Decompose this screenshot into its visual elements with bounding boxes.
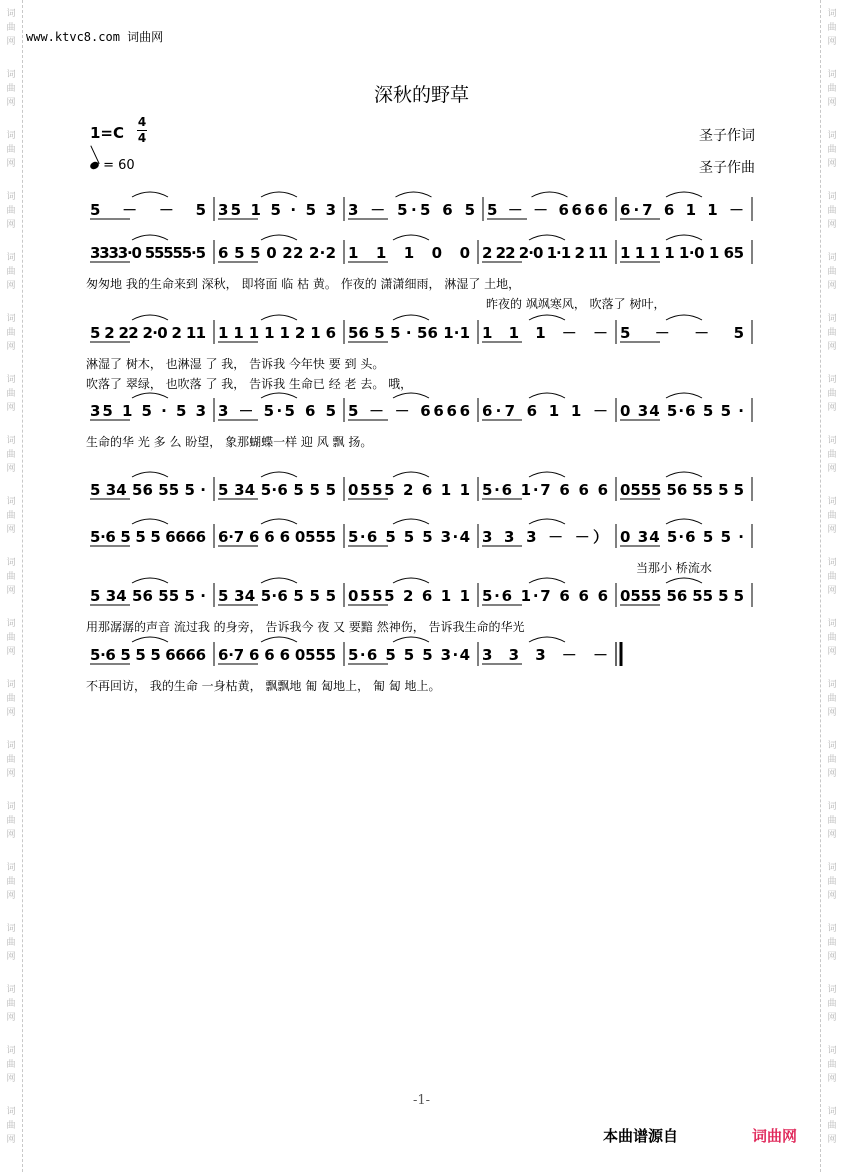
lyric-line: 当那小 桥流水 [636, 561, 712, 575]
watermark-char: 词 [6, 253, 16, 263]
watermark-char: 词 [6, 802, 16, 812]
watermark-char: 词 [6, 924, 16, 934]
slur-arc [666, 192, 702, 197]
watermark-char: 曲 [827, 328, 837, 338]
watermark-char: 网 [827, 342, 837, 352]
watermark-char: 词 [827, 802, 837, 812]
measure-notes: 0 34 5·6 5 5 · [620, 528, 744, 546]
lyric-line: 不再回访， 我的生命 一身枯黄， 飘飘地 匍 匐地上， 匍 匐 地上。 [86, 679, 441, 693]
watermark-char: 曲 [6, 1121, 16, 1131]
watermark-char: 曲 [827, 633, 837, 643]
slur-arc [529, 235, 565, 240]
slur-arc [393, 315, 429, 320]
watermark-char: 曲 [6, 450, 16, 460]
watermark-char: 曲 [6, 633, 16, 643]
watermark-char: 曲 [6, 999, 16, 1009]
measure-notes: 1 1 1 1 1 2 1 6 [218, 324, 336, 342]
watermark-char: 网 [827, 708, 837, 718]
measure-notes: 5 2 22 2·0 2 11 [90, 324, 206, 342]
slur-arc [666, 393, 702, 398]
watermark-char: 网 [6, 952, 16, 962]
measure-notes: 2 22 2·0 1·1 2 11 [482, 244, 608, 262]
watermark-char: 曲 [6, 1060, 16, 1070]
measure-notes: 35 1 5 · 5 3 [218, 201, 336, 219]
watermark-char: 曲 [6, 145, 16, 155]
slur-arc [532, 192, 568, 197]
watermark-char: 网 [827, 464, 837, 474]
watermark-char: 词 [6, 1046, 16, 1056]
time-signature-bottom: 4 [137, 131, 147, 145]
slur-arc [261, 637, 297, 642]
slur-arc [529, 393, 565, 398]
slur-arc [132, 393, 168, 398]
watermark-char: 网 [6, 220, 16, 230]
measure-notes: 5 34 56 55 5 · [90, 481, 206, 499]
slur-arc [666, 472, 702, 477]
slur-arc [393, 578, 429, 583]
watermark-char: 曲 [6, 23, 16, 33]
watermark-char: 曲 [6, 511, 16, 521]
watermark-char: 词 [827, 497, 837, 507]
watermark-char: 曲 [827, 1121, 837, 1131]
slur-arc [666, 315, 702, 320]
watermark-char: 词 [827, 863, 837, 873]
slur-arc [261, 393, 297, 398]
watermark-char: 网 [827, 1074, 837, 1084]
slur-arc [261, 472, 297, 477]
lyric-line: 吹落了 翠绿， 也吹落 了 我， 告诉我 生命已 经 老 去。 哦， [86, 377, 413, 391]
time-signature-top: 4 [137, 115, 147, 129]
watermark-char: 词 [6, 314, 16, 324]
slur-arc [132, 578, 168, 583]
watermark-char: 曲 [6, 267, 16, 277]
watermark-char: 词 [827, 680, 837, 690]
watermark-char: 网 [6, 891, 16, 901]
watermark-char: 词 [827, 253, 837, 263]
watermark-char: 曲 [827, 816, 837, 826]
watermark-char: 曲 [827, 999, 837, 1009]
watermark-char: 词 [827, 375, 837, 385]
watermark-char: 曲 [827, 938, 837, 948]
slur-arc [529, 637, 565, 642]
watermark-char: 曲 [827, 1060, 837, 1070]
watermark-char: 曲 [6, 877, 16, 887]
measure-notes: 35 1 5 · 5 3 [90, 402, 206, 420]
watermark-char: 网 [6, 769, 16, 779]
watermark-char: 词 [827, 192, 837, 202]
measure-notes: 5·6 5 5 5 3·4 [348, 528, 470, 546]
measure-notes: 5 34 56 55 5 · [90, 587, 206, 605]
slur-arc [666, 235, 702, 240]
measure-notes: 5·6 5 5 5 6666 [90, 646, 206, 664]
watermark-char: 网 [6, 464, 16, 474]
slur-arc [261, 192, 297, 197]
watermark-char: 词 [6, 192, 16, 202]
watermark-char: 词 [827, 70, 837, 80]
slur-arc [132, 235, 168, 240]
watermark-char: 网 [827, 525, 837, 535]
slur-arc [666, 519, 702, 524]
measure-notes: 5 34 5·6 5 5 5 [218, 481, 336, 499]
watermark-char: 网 [827, 98, 837, 108]
watermark-char: 网 [827, 891, 837, 901]
watermark-char: 词 [827, 314, 837, 324]
watermark-char: 网 [827, 952, 837, 962]
measure-notes: 6·7 6 1 1 － [482, 402, 608, 420]
key-signature: 1=C [90, 124, 125, 142]
measure-notes: 0555 2 6 1 1 [348, 481, 470, 499]
watermark-char: 网 [6, 1074, 16, 1084]
slur-arc [132, 315, 168, 320]
watermark-char: 曲 [827, 84, 837, 94]
slur-arc [393, 472, 429, 477]
watermark-char: 曲 [827, 450, 837, 460]
footer-source-label: 本曲谱源自 [603, 1127, 679, 1145]
watermark-char: 曲 [827, 145, 837, 155]
watermark-char: 网 [827, 647, 837, 657]
watermark-char: 网 [827, 220, 837, 230]
measure-notes: 3 － 5·5 6 5 [348, 201, 475, 219]
lyric-line: 匆匆地 我的生命来到 深秋， 即将面 临 枯 黄。 作夜的 潇潇细雨， 淋湿了 土地， [86, 277, 521, 291]
watermark-char: 词 [827, 131, 837, 141]
watermark-char: 曲 [6, 694, 16, 704]
measure-notes: 5·6 5 5 5 6666 [90, 528, 206, 546]
watermark-char: 曲 [827, 877, 837, 887]
watermark-char: 曲 [6, 328, 16, 338]
watermark-char: 词 [827, 924, 837, 934]
song-title: 深秋的野草 [373, 84, 469, 106]
watermark-char: 曲 [827, 389, 837, 399]
watermark-char: 曲 [6, 206, 16, 216]
watermark-char: 曲 [6, 755, 16, 765]
measure-notes: 5 － － 5 [620, 324, 744, 342]
composer-credit: 圣子作曲 [699, 160, 755, 176]
slur-arc [132, 192, 168, 197]
measure-notes: 0 34 5·6 5 5 · [620, 402, 744, 420]
watermark-char: 词 [6, 70, 16, 80]
measure-notes: 5 － － 5 [90, 201, 206, 219]
watermark-char: 网 [6, 830, 16, 840]
watermark-char: 曲 [827, 267, 837, 277]
watermark-char: 曲 [6, 938, 16, 948]
watermark-char: 曲 [827, 511, 837, 521]
watermark-char: 词 [827, 558, 837, 568]
lyric-line: 淋湿了 树木， 也淋湿 了 我， 告诉我 今年快 要 到 头。 [86, 357, 385, 371]
slur-arc [261, 519, 297, 524]
watermark-char: 网 [6, 342, 16, 352]
tempo-value: = 60 [103, 158, 135, 173]
lyric-line: 生命的华 光 多 么 盼望， 象那蝴蝶一样 迎 风 飘 扬。 [86, 435, 373, 449]
watermark-char: 词 [827, 436, 837, 446]
watermark-char: 网 [827, 37, 837, 47]
slur-arc [393, 235, 429, 240]
slur-arc [261, 315, 297, 320]
footer-site-link[interactable]: 词曲网 [752, 1127, 798, 1145]
watermark-char: 网 [6, 37, 16, 47]
slur-arc [529, 519, 565, 524]
lyric-line: 用那潺潺的声音 流过我 的身旁， 告诉我今 夜 又 要黯 然神伤， 告诉我生命的华光 [86, 620, 525, 634]
watermark-char: 曲 [827, 755, 837, 765]
watermark-char: 词 [6, 436, 16, 446]
watermark-char: 网 [6, 525, 16, 535]
slur-arc [396, 192, 432, 197]
measure-notes: 5 34 5·6 5 5 5 [218, 587, 336, 605]
watermark-char: 曲 [827, 572, 837, 582]
measure-notes: 3 3 3 － － [482, 646, 608, 664]
measure-notes: 6·7 6 6 6 0555 [218, 646, 336, 664]
measure-notes: 5 － － 6666 [487, 201, 608, 219]
watermark-char: 词 [827, 9, 837, 19]
measure-notes: 0555 56 55 5 5 [620, 587, 744, 605]
slur-arc [132, 472, 168, 477]
slur-arc [393, 393, 429, 398]
watermark-char: 词 [827, 619, 837, 629]
watermark-char: 网 [6, 281, 16, 291]
slur-arc [393, 519, 429, 524]
watermark-char: 词 [827, 741, 837, 751]
slur-arc [261, 235, 297, 240]
watermark-char: 词 [6, 375, 16, 385]
watermark-char: 曲 [6, 572, 16, 582]
watermark-char: 网 [827, 1013, 837, 1023]
measure-notes: 0555 2 6 1 1 [348, 587, 470, 605]
slur-arc [529, 578, 565, 583]
watermark-char: 词 [6, 558, 16, 568]
watermark-char: 曲 [827, 23, 837, 33]
watermark-char: 网 [6, 403, 16, 413]
source-url[interactable]: www.ktvc8.com 词曲网 [26, 30, 164, 44]
measure-notes: 6·7 6 6 6 0555 [218, 528, 336, 546]
watermark-char: 网 [827, 281, 837, 291]
watermark-char: 词 [6, 985, 16, 995]
measure-notes: 5·6 1·7 6 6 6 [482, 481, 608, 499]
measure-notes: 5·6 1·7 6 6 6 [482, 587, 608, 605]
watermark-char: 曲 [827, 206, 837, 216]
watermark-char: 网 [827, 830, 837, 840]
watermark-char: 词 [6, 9, 16, 19]
watermark-char: 网 [6, 98, 16, 108]
watermark-char: 词 [6, 619, 16, 629]
measure-notes: 1 1 1 0 0 [348, 244, 470, 262]
watermark-char: 词 [827, 1107, 837, 1117]
watermark-char: 网 [6, 647, 16, 657]
measure-notes: 56 5 5 · 56 1·1 [348, 324, 470, 342]
slur-arc [261, 578, 297, 583]
measure-notes: 3333·0 55555·5 [90, 244, 206, 262]
measure-notes: 3 3 3 － －） [482, 528, 608, 546]
watermark-char: 网 [827, 586, 837, 596]
lyricist-credit: 圣子作词 [699, 128, 755, 144]
watermark-char: 网 [827, 1135, 837, 1145]
watermark-char: 词 [827, 985, 837, 995]
watermark-char: 词 [6, 1107, 16, 1117]
watermark-char: 词 [6, 497, 16, 507]
watermark-char: 曲 [6, 389, 16, 399]
watermark-char: 网 [6, 586, 16, 596]
watermark-char: 词 [6, 131, 16, 141]
slur-arc [529, 315, 565, 320]
measure-notes: 3 － 5·5 6 5 [218, 402, 336, 420]
measure-notes: 6 5 5 0 22 2·2 [218, 244, 336, 262]
measure-notes: 5 － － 6666 [348, 402, 470, 420]
watermark-char: 网 [6, 159, 16, 169]
watermark-char: 网 [6, 708, 16, 718]
watermark-char: 网 [827, 769, 837, 779]
watermark-char: 词 [827, 1046, 837, 1056]
lyric-line: 昨夜的 飒飒寒风， 吹落了 树叶， [486, 297, 666, 311]
watermark-char: 网 [827, 403, 837, 413]
measure-notes: 1 1 1 1 1·0 1 65 [620, 244, 744, 262]
watermark-char: 网 [6, 1135, 16, 1145]
measure-notes: 5·6 5 5 5 3·4 [348, 646, 470, 664]
watermark-char: 词 [6, 741, 16, 751]
measure-notes: 0555 56 55 5 5 [620, 481, 744, 499]
slur-arc [666, 578, 702, 583]
watermark-char: 曲 [827, 694, 837, 704]
watermark-char: 词 [6, 680, 16, 690]
watermark-char: 网 [6, 1013, 16, 1023]
page-number: -1- [412, 1093, 431, 1108]
measure-notes: 6·7 6 1 1 － [620, 201, 744, 219]
slur-arc [393, 637, 429, 642]
slur-arc [529, 472, 565, 477]
slur-arc [132, 637, 168, 642]
watermark-char: 曲 [6, 84, 16, 94]
slur-arc [132, 519, 168, 524]
watermark-char: 曲 [6, 816, 16, 826]
watermark-char: 词 [6, 863, 16, 873]
watermark-char: 网 [827, 159, 837, 169]
measure-notes: 1 1 1 － － [482, 324, 608, 342]
